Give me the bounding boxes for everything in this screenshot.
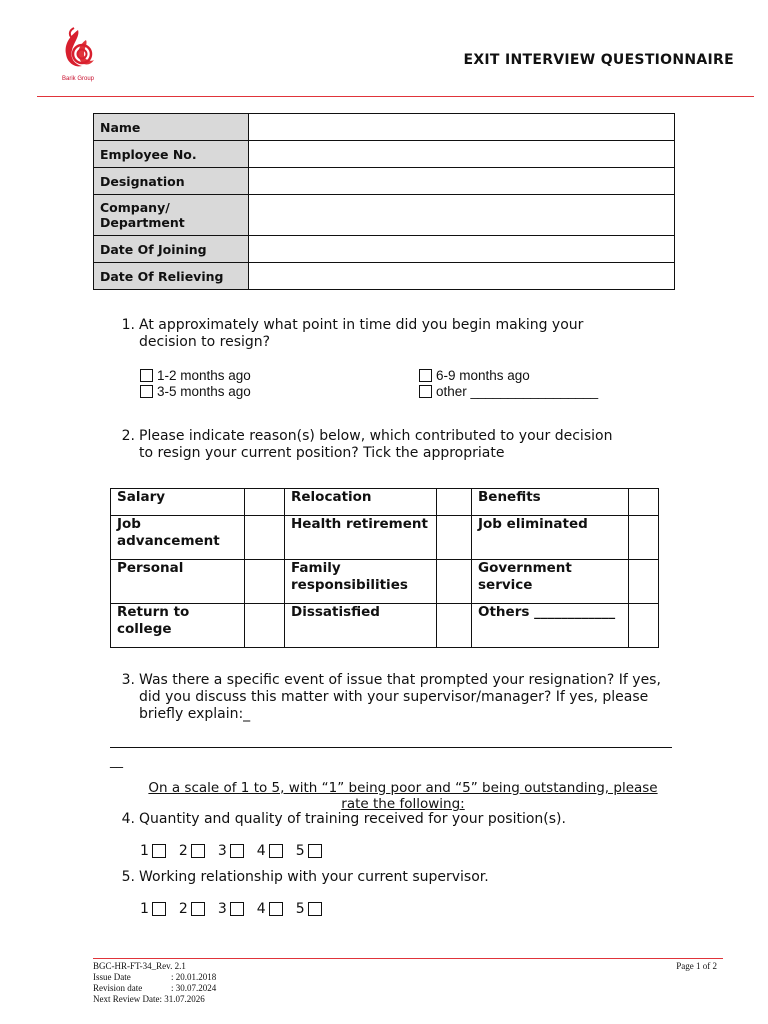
reason-label: Job eliminated: [472, 516, 629, 560]
checkbox[interactable]: [140, 369, 153, 382]
question-2: [115, 428, 695, 468]
rating-number: 1: [140, 843, 149, 859]
option-label: 3-5 months ago: [157, 384, 251, 399]
question-5: [115, 869, 695, 887]
document-title: EXIT INTERVIEW QUESTIONNAIRE: [463, 52, 734, 68]
checkbox[interactable]: [308, 902, 322, 916]
header-divider: [37, 96, 754, 97]
question-text: [139, 428, 612, 462]
explanation-answer-line[interactable]: [110, 747, 672, 748]
rating-option-4[interactable]: [257, 843, 283, 859]
info-row-name: [94, 114, 675, 141]
question-line: decision to resign?: [139, 334, 271, 350]
checkbox[interactable]: [230, 902, 244, 916]
question-line: briefly explain:_: [139, 706, 251, 722]
question-line: Please indicate reason(s) below, which contributed to your decision: [139, 428, 613, 444]
checkbox[interactable]: [269, 902, 283, 916]
question-text: [139, 672, 661, 723]
reason-tick-cell[interactable]: [245, 489, 285, 516]
instruction-line: On a scale of 1 to 5, with “1” being poor and “5” being outstanding, please: [148, 780, 658, 796]
info-row-company-department: [94, 195, 675, 236]
rating-option-2[interactable]: [179, 843, 205, 859]
checkbox[interactable]: [152, 844, 166, 858]
rating-option-4[interactable]: [257, 901, 283, 917]
reason-tick-cell[interactable]: [245, 516, 285, 560]
checkbox[interactable]: [191, 844, 205, 858]
next-review-date: Next Review Date: 31.07.2026: [93, 994, 205, 1004]
info-label: Employee No.: [94, 141, 249, 168]
issue-date-row: [93, 972, 216, 983]
question-4: [115, 811, 695, 829]
reason-tick-cell[interactable]: [437, 560, 472, 604]
reason-label: Government service: [472, 560, 629, 604]
info-label: Name: [94, 114, 249, 141]
question-number: 4.: [121, 811, 135, 827]
question-number: 1.: [121, 317, 135, 333]
rating-number: 4: [256, 843, 266, 859]
option-1-2-months[interactable]: [140, 368, 251, 383]
rating-q5: [140, 901, 335, 917]
info-row-designation: [94, 168, 675, 195]
revision-date-label: Revision date: [93, 983, 143, 993]
employee-info-table: [93, 113, 675, 290]
option-label: other _________________: [436, 384, 599, 399]
info-label: Designation: [94, 168, 249, 195]
rating-number: 2: [178, 843, 188, 859]
question-number: 5.: [121, 869, 135, 885]
reason-label: Return to college: [111, 604, 245, 648]
question-text: Quantity and quality of training received for your position(s).: [139, 811, 566, 827]
info-label: Date Of Joining: [94, 236, 249, 263]
checkbox[interactable]: [308, 844, 322, 858]
question-1: [115, 317, 695, 357]
checkbox[interactable]: [140, 385, 153, 398]
reason-tick-cell[interactable]: [629, 516, 659, 560]
reasons-row: [111, 560, 659, 604]
explanation-trail: __: [110, 754, 123, 769]
option-6-9-months[interactable]: [419, 368, 530, 383]
rating-number: 1: [140, 901, 149, 917]
company-name: Barik Group: [61, 76, 94, 82]
revision-date-value: : 30.07.2024: [171, 983, 217, 993]
rating-number: 5: [295, 843, 305, 859]
reason-tick-cell[interactable]: [437, 516, 472, 560]
reason-label: Job advancement: [111, 516, 245, 560]
rating-option-5[interactable]: [296, 843, 322, 859]
reason-label: Benefits: [472, 489, 629, 516]
rating-instructions: [110, 780, 696, 812]
option-label: 1-2 months ago: [157, 368, 251, 383]
reasons-row: [111, 516, 659, 560]
designation-field[interactable]: [249, 168, 675, 195]
name-field[interactable]: [249, 114, 675, 141]
question-text: Working relationship with your current supervisor.: [139, 869, 489, 885]
date-of-joining-field[interactable]: [249, 236, 675, 263]
reasons-row: [111, 489, 659, 516]
reason-tick-cell[interactable]: [629, 604, 659, 648]
instruction-line: rate the following:: [341, 796, 465, 812]
question-3: [115, 672, 695, 726]
question-line: did you discuss this matter with your supervisor/manager? If yes, please: [139, 689, 649, 705]
checkbox[interactable]: [152, 902, 166, 916]
checkbox[interactable]: [191, 902, 205, 916]
reason-label: Others ____________: [472, 604, 629, 648]
question-line: Was there a specific event of issue that prompted your resignation? If yes,: [139, 672, 661, 688]
question-line: to resign your current position? Tick the appropriate: [139, 445, 505, 461]
checkbox[interactable]: [419, 385, 432, 398]
issue-date-label: Issue Date: [93, 972, 131, 982]
rating-option-2[interactable]: [179, 901, 205, 917]
company-department-field[interactable]: [249, 195, 675, 236]
reason-tick-cell[interactable]: [245, 560, 285, 604]
question-number: 2.: [121, 428, 135, 444]
page-number: Page 1 of 2: [676, 961, 717, 971]
checkbox[interactable]: [230, 844, 244, 858]
checkbox[interactable]: [269, 844, 283, 858]
info-label: Date Of Relieving: [94, 263, 249, 290]
flame-logo-icon: [52, 26, 104, 76]
reason-label: Personal: [111, 560, 245, 604]
info-row-date-of-joining: [94, 236, 675, 263]
issue-date-value: : 20.01.2018: [171, 972, 217, 982]
info-row-employee-no: [94, 141, 675, 168]
option-3-5-months[interactable]: [140, 384, 251, 399]
reason-tick-cell[interactable]: [245, 604, 285, 648]
reason-label: Relocation: [285, 489, 437, 516]
info-row-date-of-relieving: [94, 263, 675, 290]
reason-tick-cell[interactable]: [437, 604, 472, 648]
rating-option-1[interactable]: [140, 901, 166, 917]
rating-number: 2: [178, 901, 188, 917]
reason-label: Health retirement: [285, 516, 437, 560]
reason-tick-cell[interactable]: [629, 560, 659, 604]
reason-label: Salary: [111, 489, 245, 516]
reasons-row: [111, 604, 659, 648]
date-of-relieving-field[interactable]: [249, 263, 675, 290]
reason-tick-cell[interactable]: [437, 489, 472, 516]
reasons-table: [110, 488, 659, 648]
doc-code: BGC-HR-FT-34_Rev. 2.1: [93, 961, 186, 971]
reason-tick-cell[interactable]: [629, 489, 659, 516]
rating-option-3[interactable]: [218, 901, 244, 917]
rating-number: 4: [256, 901, 266, 917]
rating-option-1[interactable]: [140, 843, 166, 859]
option-label: 6-9 months ago: [436, 368, 530, 383]
employee-no-field[interactable]: [249, 141, 675, 168]
rating-option-3[interactable]: [218, 843, 244, 859]
document-control-footer: [93, 961, 216, 1005]
reason-label: Family responsibilities: [285, 560, 437, 604]
rating-number: 3: [217, 843, 227, 859]
company-logo: [52, 26, 104, 86]
footer-divider: [93, 958, 723, 959]
checkbox[interactable]: [419, 369, 432, 382]
revision-date-row: [93, 983, 216, 994]
question-number: 3.: [121, 672, 135, 688]
rating-number: 3: [217, 901, 227, 917]
rating-option-5[interactable]: [296, 901, 322, 917]
rating-number: 5: [295, 901, 305, 917]
reason-label: Dissatisfied: [285, 604, 437, 648]
question-line: At approximately what point in time did you begin making your: [139, 317, 584, 333]
option-other[interactable]: [419, 384, 598, 399]
question-text: [139, 317, 583, 351]
info-label: Company/ Department: [94, 195, 249, 236]
rating-q4: [140, 843, 335, 859]
